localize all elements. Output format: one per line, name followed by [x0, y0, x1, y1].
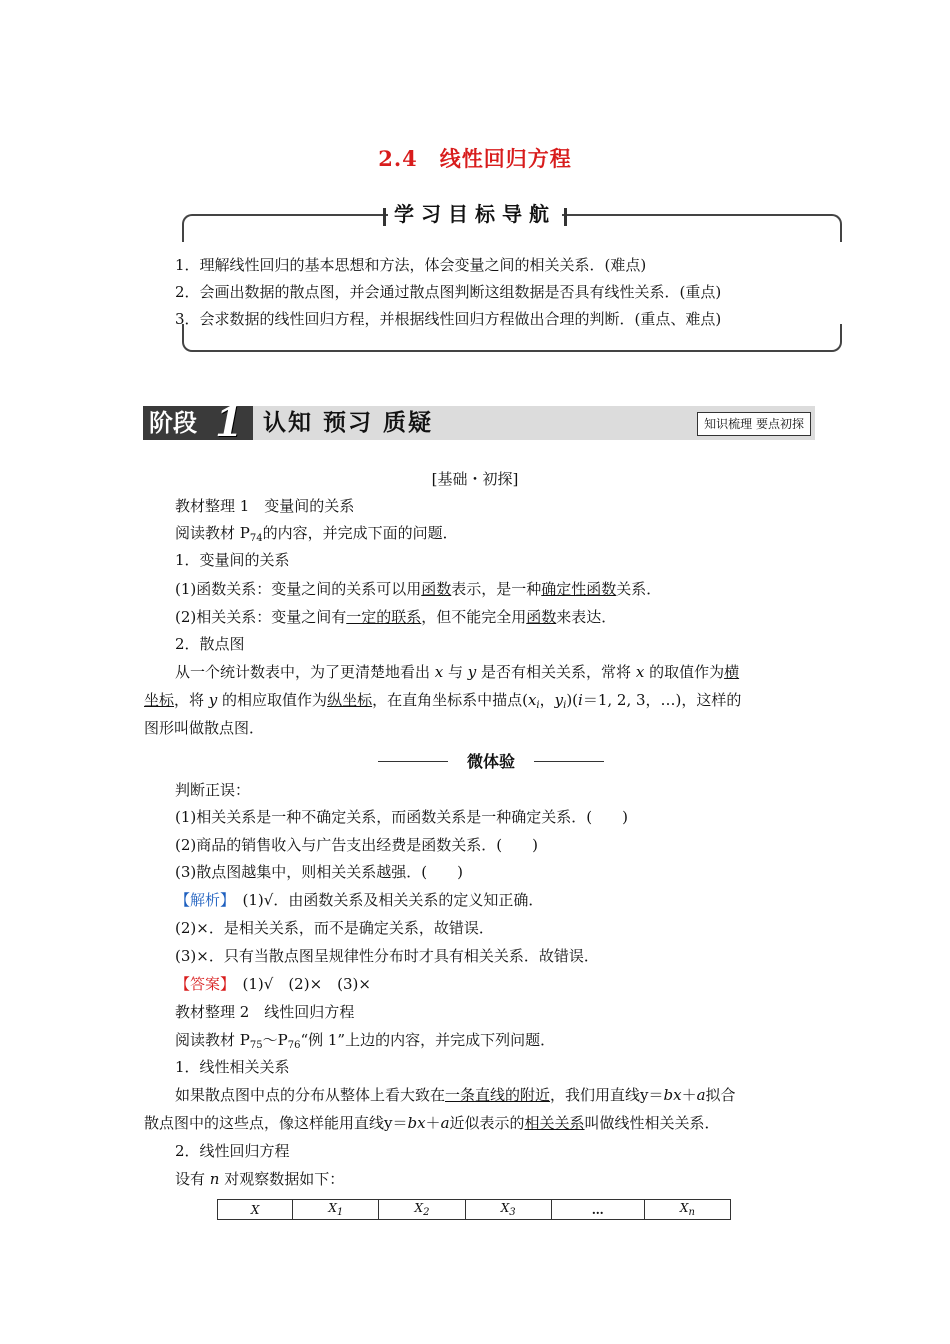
subheading-2: 2．散点图 [175, 635, 245, 653]
question-2: (2)商品的销售收入与广告支出经费是函数关系．( ) [175, 836, 538, 854]
question-1: (1)相关关系是一种不确定关系，而函数关系是一种确定关系．( ) [175, 808, 628, 826]
analysis-line-3: (3)×．只有当散点图呈规律性分布时才具有相关关系．故错误． [175, 947, 599, 965]
paragraph-function-relation: (1)函数关系：变量之间的关系可以用函数表示，是一种确定性函数关系． [175, 580, 662, 598]
observation-table [217, 1199, 731, 1220]
scatter-line-3: 图形叫做散点图． [144, 719, 265, 737]
analysis-line-1: 【解析】 (1)√．由函数关系及相关关系的定义知正确． [175, 891, 544, 909]
paragraph-correlation: (2)相关关系：变量之间有一定的联系，但不能完全用函数来表达． [175, 608, 617, 626]
stage-heading: 认知 预习 质疑 [263, 410, 434, 436]
linear-line-1: 如果散点图中点的分布从整体上看大致在一条直线的附近，我们用直线y＝bx＋a拟合 [175, 1086, 736, 1104]
analysis-tag: 【解析】 [175, 891, 228, 909]
goals-heading [0, 198, 950, 227]
table-cell: $X_3$ [465, 1200, 551, 1220]
subheading-linear-correlation: 1．线性相关关系 [175, 1058, 290, 1076]
subheading-1: 1．变量间的关系 [175, 551, 290, 569]
material2-title: 教材整理 2 线性回归方程 [175, 1003, 355, 1021]
material1-title: 教材整理 1 变量间的关系 [175, 497, 355, 515]
goals-heading-text: 学习目标导航 [388, 198, 562, 227]
goal-item: 1．理解线性回归的基本思想和方法，体会变量之间的相关关系．(难点) [175, 256, 647, 274]
linear-line-2: 散点图中的这些点，像这样能用直线y＝bx＋a近似表示的相关关系叫做线性相关关系． [144, 1114, 720, 1132]
analysis-line-2: (2)×．是相关关系，而不是确定关系，故错误． [175, 919, 494, 937]
page-title: 2.4 线性回归方程 [378, 146, 572, 171]
table-cell: X [218, 1200, 293, 1220]
observation-intro: 设有 n 对观察数据如下： [175, 1170, 345, 1188]
read-instruction-1: 阅读教材 $P_{74}$的内容，并完成下面的问题． [175, 524, 458, 544]
question-3: (3)散点图越集中，则相关关系越强．( ) [175, 863, 463, 881]
read-instruction-2: 阅读教材 $P_{75}\sim P_{76}“$例 1”上边的内容，并完成下列问题． [175, 1031, 556, 1051]
table-cell: … [551, 1200, 644, 1220]
answer-line: 【答案】 (1)√ (2)× (3)× [175, 975, 371, 993]
stage-banner [143, 399, 815, 446]
stage-number: 1 [215, 399, 243, 446]
heading-bar-left [383, 208, 386, 226]
judge-intro: 判断正误： [175, 781, 251, 799]
heading-bar-right [564, 208, 567, 226]
answer-tag: 【答案】 [175, 975, 228, 993]
scatter-line-2: 坐标，将 y 的相应取值作为纵坐标，在直角坐标系中描点($x_i$，$y_i)(i=1$, 2, 3，…)，这样的 [144, 691, 742, 711]
stage-tag: 知识梳理 要点初探 [697, 412, 811, 436]
scatter-line-1: 从一个统计数表中，为了更清楚地看出 x 与 y 是否有相关关系，常将 x 的取值作为横 [175, 663, 740, 681]
stage-label: 阶段 [143, 406, 253, 440]
table-cell: $X_1$ [293, 1200, 379, 1220]
table-cell: $X_2$ [379, 1200, 465, 1220]
goal-item: 2．会画出数据的散点图，并会通过散点图判断这组数据是否具有线性关系．(重点) [175, 283, 722, 301]
table-cell: $X_n$ [644, 1200, 730, 1220]
subheading-regression-equation: 2．线性回归方程 [175, 1142, 290, 1160]
micro-experience-label: 微体验 [463, 752, 519, 771]
section-bracket: [基础・初探] [431, 470, 519, 488]
goal-item: 3．会求数据的线性回归方程，并根据线性回归方程做出合理的判断．(重点、难点) [175, 310, 722, 328]
micro-experience-header [378, 752, 604, 772]
table-row [218, 1200, 731, 1220]
